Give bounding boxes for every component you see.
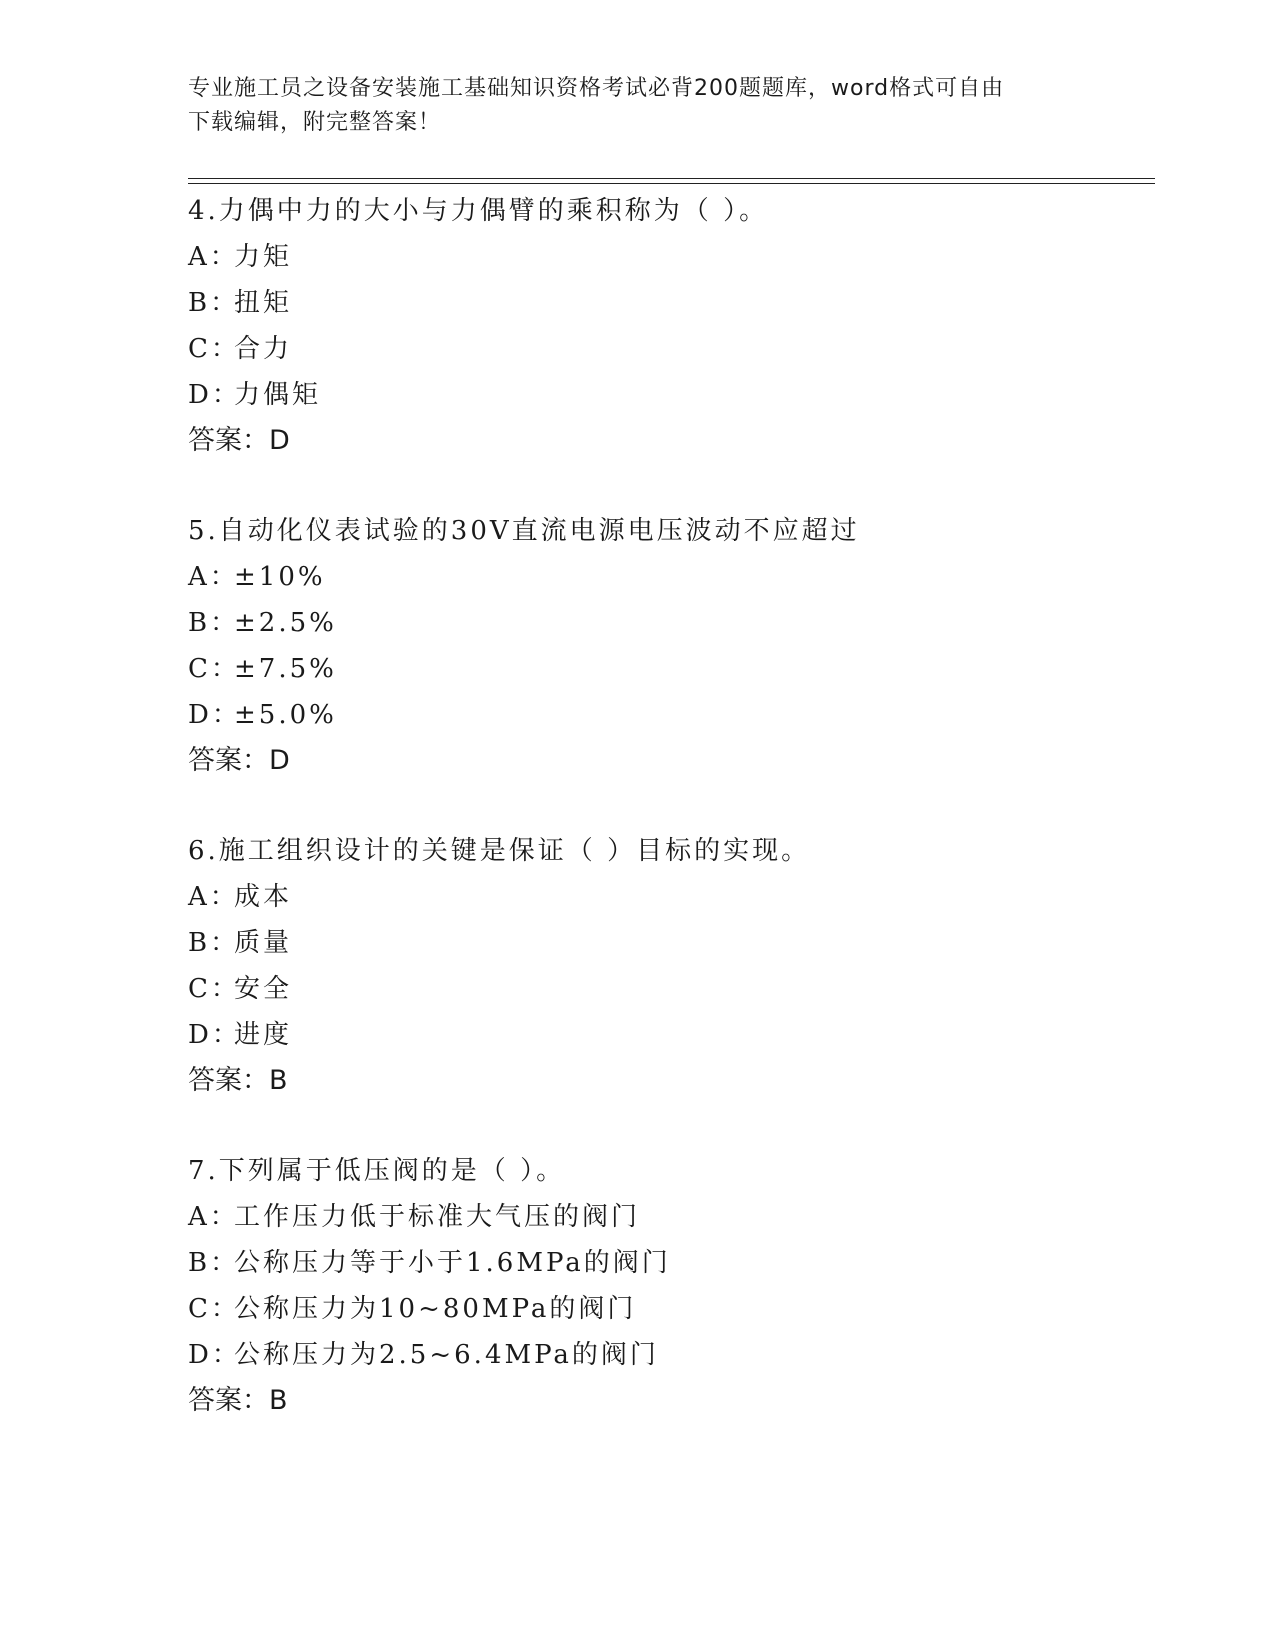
question-4 — [188, 188, 1148, 464]
option-b — [188, 1240, 1148, 1286]
option-text: 力矩 — [234, 242, 293, 272]
option-key: A： — [188, 1202, 239, 1232]
option-d — [188, 372, 1148, 418]
answer-line: 答案：B — [188, 1385, 288, 1416]
option-d — [188, 692, 1148, 738]
answer-line: 答案：D — [188, 425, 290, 456]
option-b — [188, 920, 1148, 966]
option-key: D： — [188, 1020, 241, 1050]
document-header — [188, 72, 1088, 140]
answer-line: 答案：B — [188, 1065, 288, 1096]
option-text: 质量 — [234, 928, 293, 958]
option-key: D： — [188, 700, 241, 730]
option-key: A： — [188, 882, 239, 912]
option-text: 扭矩 — [234, 288, 293, 318]
option-a — [188, 874, 1148, 920]
question-title: 6.施工组织设计的关键是保证（ ）目标的实现。 — [188, 836, 811, 866]
question-title: 7.下列属于低压阀的是（ ）。 — [188, 1156, 566, 1186]
option-text: ±10% — [234, 562, 326, 592]
option-d — [188, 1012, 1148, 1058]
option-key: C： — [188, 974, 240, 1004]
option-text: 公称压力等于小于1.6MPa的阀门 — [234, 1248, 671, 1278]
option-c — [188, 646, 1148, 692]
option-c — [188, 966, 1148, 1012]
option-text: 进度 — [234, 1020, 293, 1050]
option-key: B： — [188, 1248, 240, 1278]
header-divider-top — [188, 178, 1155, 179]
option-a — [188, 1194, 1148, 1240]
option-key: C： — [188, 1294, 240, 1324]
option-key: A： — [188, 562, 239, 592]
option-key: D： — [188, 1340, 241, 1370]
option-key: D： — [188, 380, 241, 410]
option-key: B： — [188, 608, 240, 638]
option-text: ±5.0% — [234, 700, 337, 730]
header-line-2: 下载编辑，附完整答案！ — [188, 110, 442, 135]
question-5 — [188, 508, 1148, 784]
question-title: 5.自动化仪表试验的30V直流电源电压波动不应超过 — [188, 516, 860, 546]
question-6 — [188, 828, 1148, 1104]
option-key: C： — [188, 654, 240, 684]
option-d — [188, 1332, 1148, 1378]
question-7 — [188, 1148, 1148, 1424]
option-key: B： — [188, 928, 240, 958]
option-key: A： — [188, 242, 239, 272]
option-text: ±7.5% — [234, 654, 337, 684]
option-text: ±2.5% — [234, 608, 337, 638]
option-a — [188, 234, 1148, 280]
header-divider-bottom — [188, 183, 1155, 184]
option-text: 力偶矩 — [234, 380, 322, 410]
option-key: B： — [188, 288, 240, 318]
option-b — [188, 600, 1148, 646]
header-line-1: 专业施工员之设备安装施工基础知识资格考试必背200题题库，word格式可自由 — [188, 76, 1005, 101]
option-c — [188, 326, 1148, 372]
option-a — [188, 554, 1148, 600]
option-text: 公称压力为10~80MPa的阀门 — [234, 1294, 637, 1324]
question-title: 4.力偶中力的大小与力偶臂的乘积称为（ ）。 — [188, 196, 769, 226]
option-c — [188, 1286, 1148, 1332]
option-text: 合力 — [234, 334, 293, 364]
option-text: 公称压力为2.5~6.4MPa的阀门 — [234, 1340, 659, 1370]
option-text: 安全 — [234, 974, 293, 1004]
answer-line: 答案：D — [188, 745, 290, 776]
option-b — [188, 280, 1148, 326]
option-key: C： — [188, 334, 240, 364]
option-text: 成本 — [234, 882, 293, 912]
option-text: 工作压力低于标准大气压的阀门 — [234, 1202, 641, 1232]
